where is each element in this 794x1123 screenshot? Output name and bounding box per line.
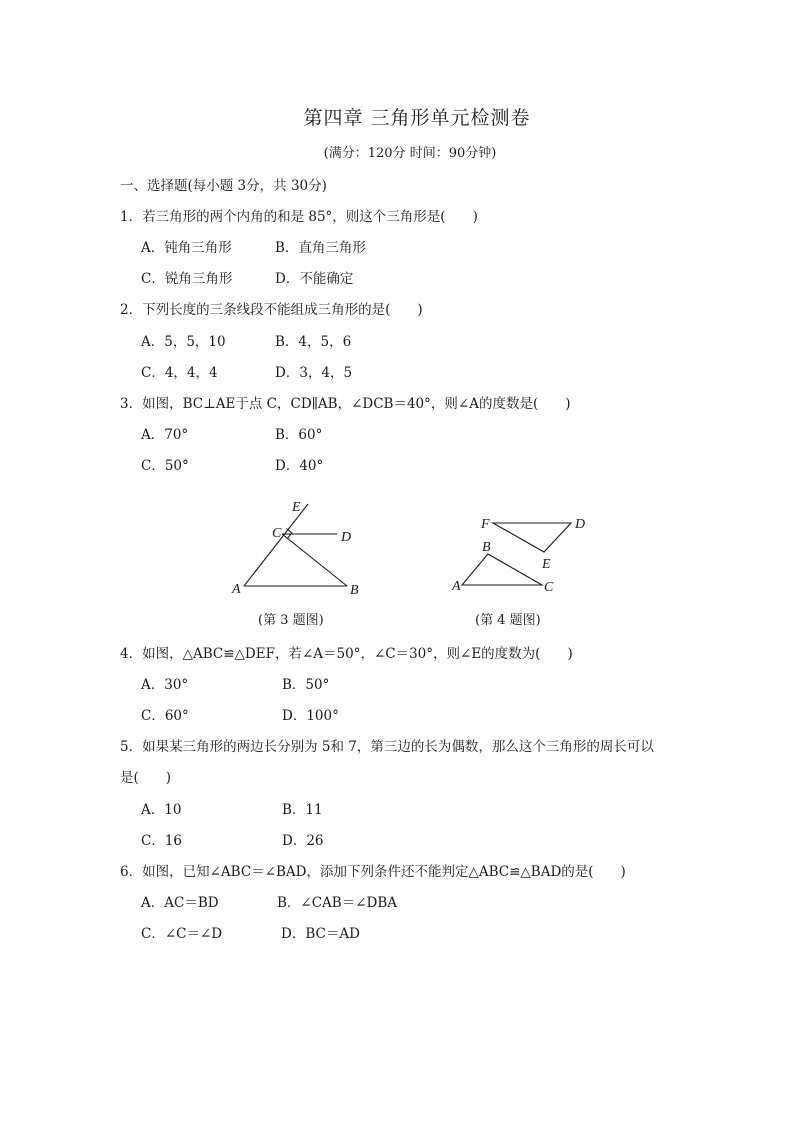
figure-4-triangle-abc xyxy=(462,554,542,585)
question-4-option-a[interactable]: A．30° xyxy=(141,677,189,693)
figure-3-line-cb xyxy=(282,534,347,586)
question-6-option-c[interactable]: C．∠C＝∠D xyxy=(141,926,223,942)
section-heading: 一、选择题(每小题 3分，共 30分) xyxy=(120,178,327,194)
figure-3-label-e: E xyxy=(292,500,301,515)
figure-4-label-e: E xyxy=(542,557,551,572)
question-6-stem: 6．如图，已知∠ABC＝∠BAD，添加下列条件还不能判定△ABC≌△BAD的是( ) xyxy=(120,864,626,880)
question-1-option-b[interactable]: B．直角三角形 xyxy=(275,240,366,256)
question-5-option-c[interactable]: C．16 xyxy=(141,833,183,849)
question-4-option-d[interactable]: D．100° xyxy=(282,708,339,724)
exam-info: (满分：120分 时间：90分钟) xyxy=(323,146,497,161)
question-5-option-a[interactable]: A．10 xyxy=(141,802,182,818)
figure-3-caption: (第 3 题图) xyxy=(258,613,324,628)
question-5-option-d[interactable]: D．26 xyxy=(282,833,324,849)
figure-3-label-b: B xyxy=(350,583,359,598)
question-2-option-b[interactable]: B．4，5，6 xyxy=(275,334,352,350)
question-4-option-b[interactable]: B．50° xyxy=(282,677,330,693)
question-3-option-a[interactable]: A．70° xyxy=(141,427,189,443)
question-4-option-c[interactable]: C．60° xyxy=(141,708,189,724)
page-title: 第四章 三角形单元检测卷 xyxy=(303,107,531,129)
question-4-stem: 4．如图，△ABC≌△DEF，若∠A＝50°，∠C＝30°，则∠E的度数为( ) xyxy=(120,646,573,662)
figure-3-label-a: A xyxy=(232,582,241,597)
figure-3-line-ae xyxy=(244,504,308,586)
figure-4-label-c: C xyxy=(544,580,554,595)
question-1-option-a[interactable]: A．钝角三角形 xyxy=(141,240,232,256)
figure-3-label-d: D xyxy=(341,530,352,545)
figure-4-caption: (第 4 题图) xyxy=(475,613,541,628)
figure-4-triangle-def xyxy=(493,523,571,552)
figure-4-diagram xyxy=(440,505,600,600)
figure-4-label-a: A xyxy=(452,579,461,594)
question-2-option-c[interactable]: C．4，4，4 xyxy=(141,365,218,381)
question-1-option-c[interactable]: C．锐角三角形 xyxy=(141,271,233,287)
question-2-option-d[interactable]: D．3，4，5 xyxy=(275,365,353,381)
question-6-option-a[interactable]: A．AC＝BD xyxy=(141,895,219,911)
question-3-option-b[interactable]: B．60° xyxy=(275,427,323,443)
question-5-stem-continued: 是( ) xyxy=(120,770,172,786)
figure-4-label-f: F xyxy=(481,517,490,532)
figure-3-label-c: C xyxy=(272,526,282,541)
question-3-option-d[interactable]: D．40° xyxy=(275,458,324,474)
figure-4-label-b: B xyxy=(482,540,491,555)
question-6-option-d[interactable]: D．BC＝AD xyxy=(281,926,360,942)
question-3-stem: 3．如图，BC⊥AE于点 C，CD∥AB，∠DCB＝40°，则∠A的度数是( ) xyxy=(120,396,571,412)
figure-3-diagram xyxy=(220,490,370,602)
question-3-option-c[interactable]: C．50° xyxy=(141,458,189,474)
question-1-option-d[interactable]: D．不能确定 xyxy=(275,271,354,287)
question-2-stem: 2．下列长度的三条线段不能组成三角形的是( ) xyxy=(120,302,423,318)
question-5-stem: 5．如果某三角形的两边长分别为 5和 7，第三边的长为偶数，那么这个三角形的周长可以 xyxy=(120,739,654,755)
question-2-option-a[interactable]: A．5，5，10 xyxy=(141,334,226,350)
question-5-option-b[interactable]: B．11 xyxy=(282,802,323,818)
figure-4-label-d: D xyxy=(575,517,586,532)
question-1-stem: 1．若三角形的两个内角的和是 85°，则这个三角形是( ) xyxy=(120,209,478,225)
question-6-option-b[interactable]: B．∠CAB＝∠DBA xyxy=(277,895,398,911)
